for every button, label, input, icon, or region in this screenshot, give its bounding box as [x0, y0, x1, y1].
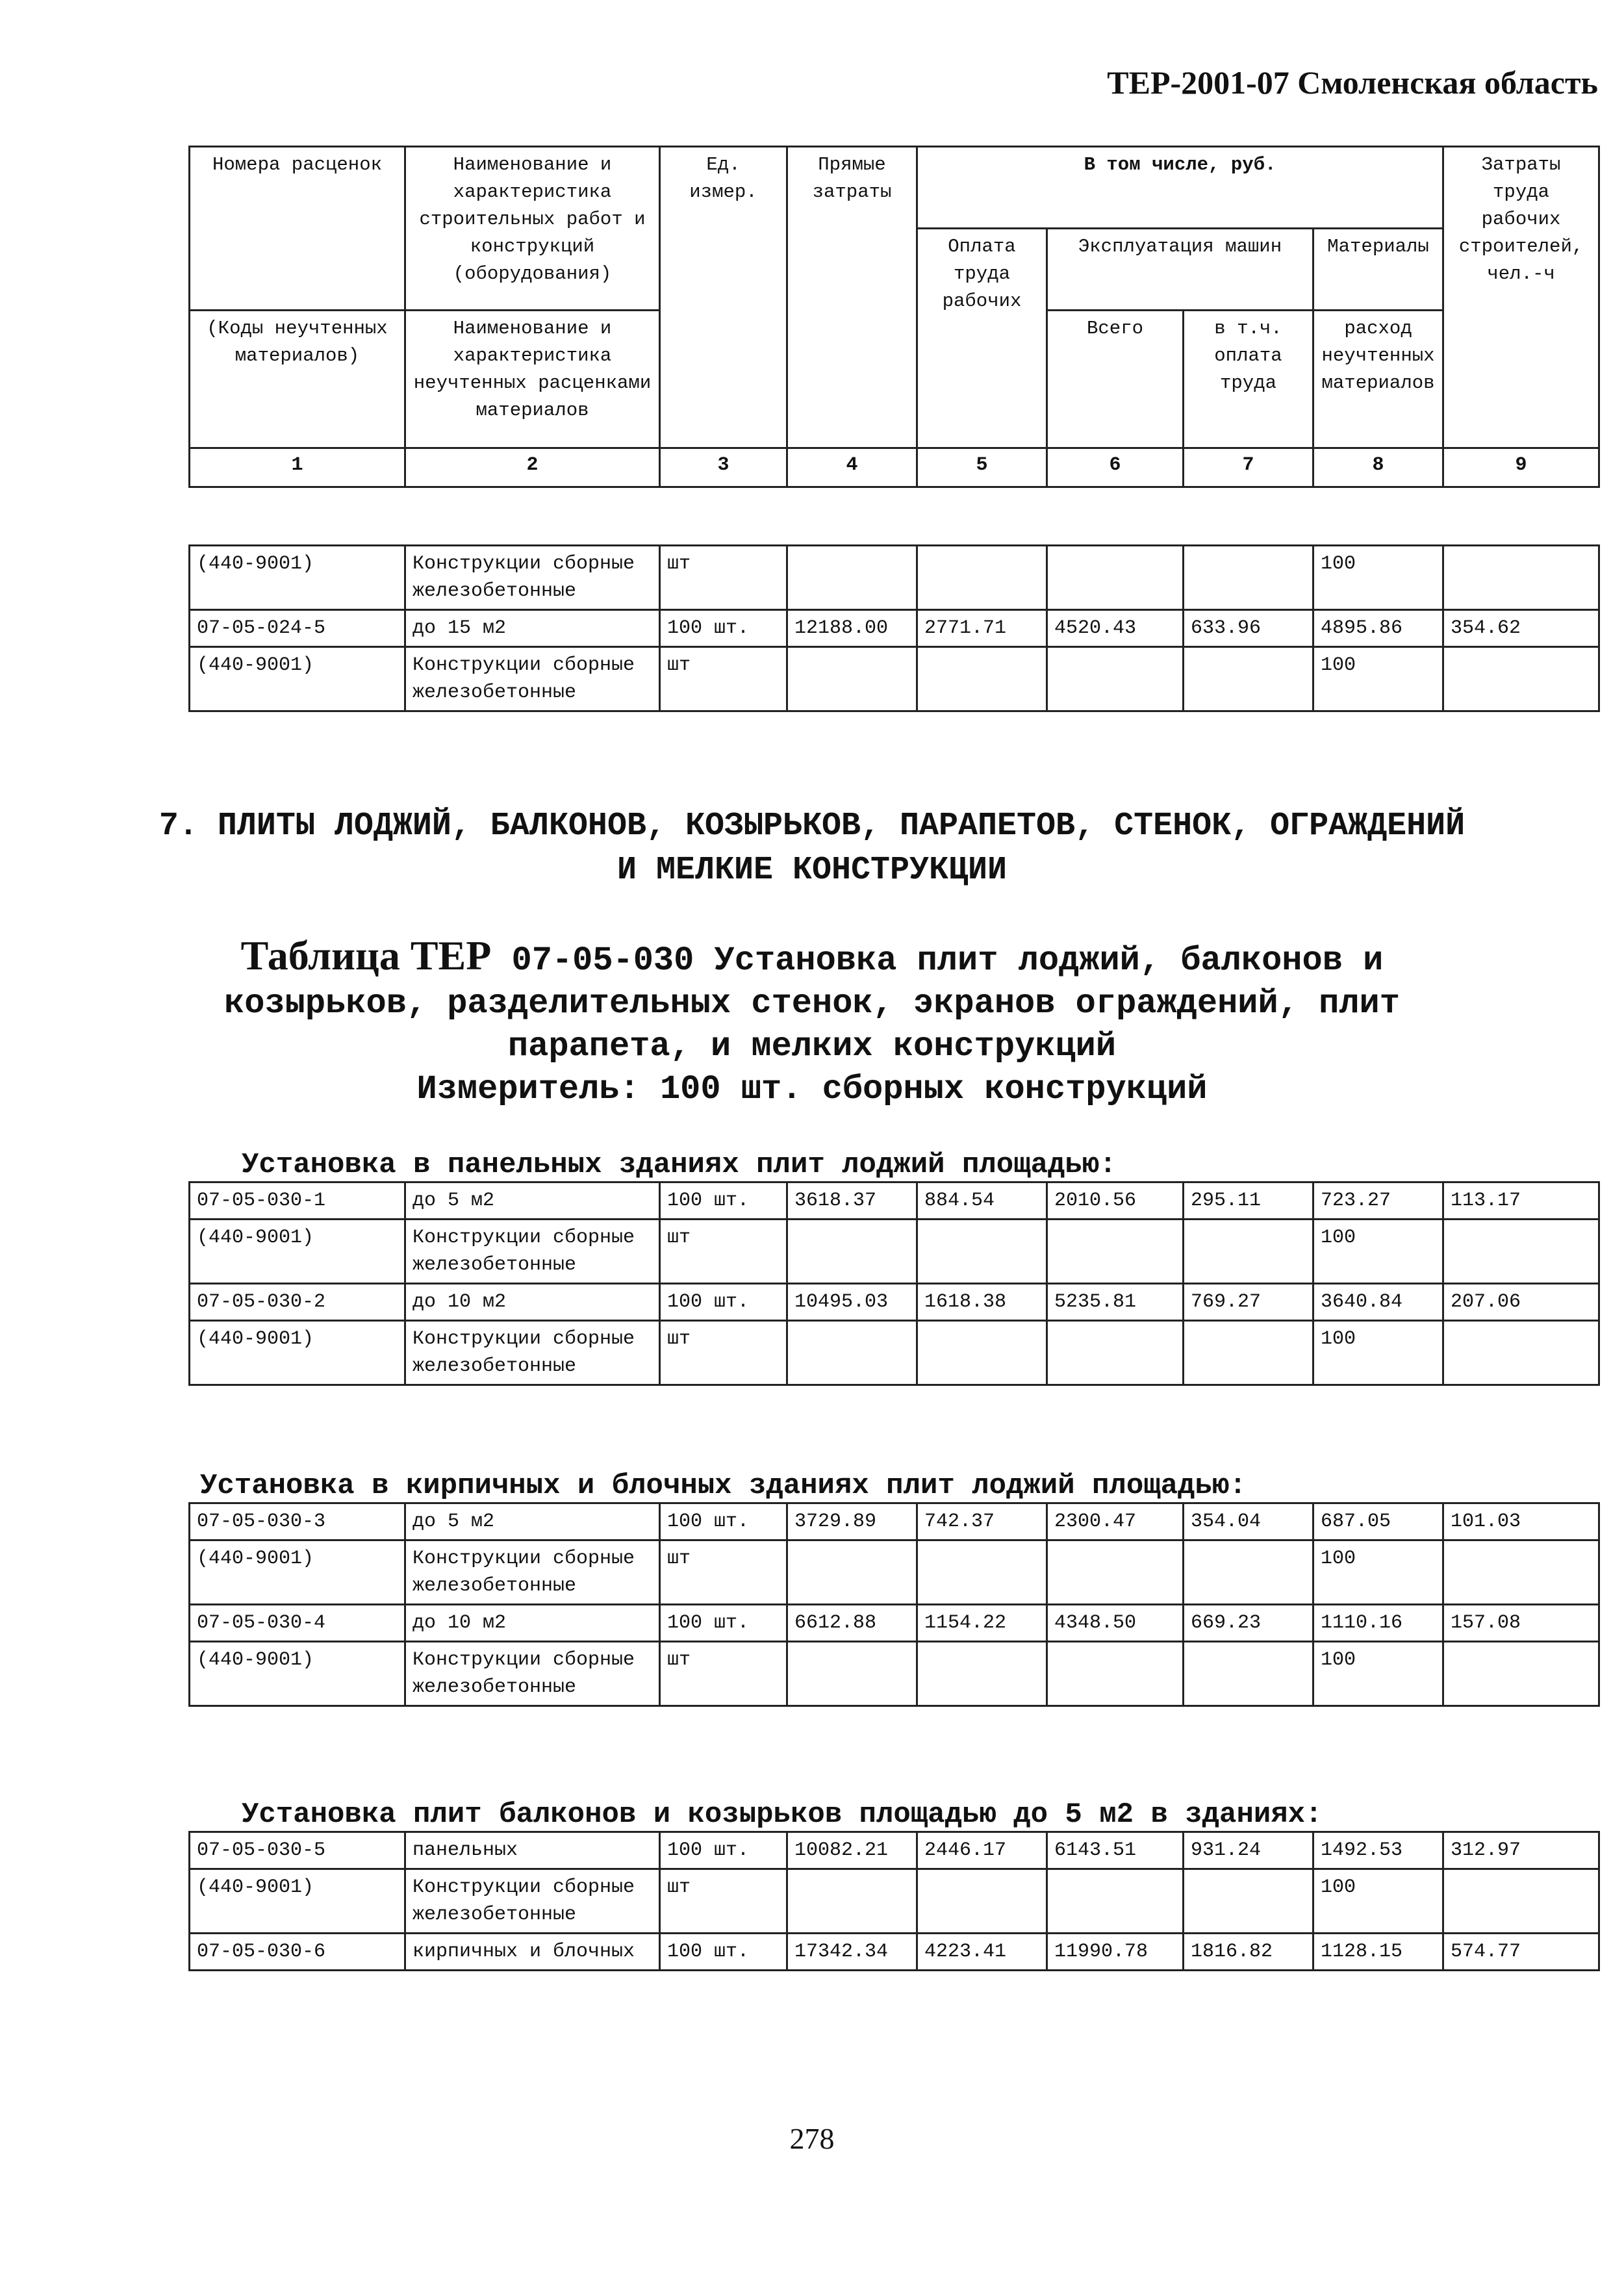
cell-wages — [917, 546, 1047, 610]
cell-labor — [1443, 1642, 1599, 1706]
cell-direct-costs: 17342.34 — [787, 1934, 917, 1971]
hdr-machines: Эксплуатация машин — [1047, 229, 1313, 311]
cell-unit: шт — [660, 647, 787, 711]
table-row — [190, 1605, 1599, 1642]
col-number: 7 — [1184, 448, 1313, 487]
cell-unit: 100 шт. — [660, 1182, 787, 1220]
cell-unit: 100 шт. — [660, 1503, 787, 1540]
cell-work-name: Конструкции сборные железобетонные — [405, 1642, 660, 1706]
cell-machines-total: 2300.47 — [1047, 1503, 1184, 1540]
cell-rate-code: (440-9001) — [190, 1220, 405, 1284]
cell-work-name: до 10 м2 — [405, 1605, 660, 1642]
hdr-machines-total: Всего — [1047, 311, 1184, 448]
cell-rate-code: 07-05-030-4 — [190, 1605, 405, 1642]
cell-unit: 100 шт. — [660, 610, 787, 647]
cell-machines-total — [1047, 1869, 1184, 1934]
cell-machines-wages — [1184, 1220, 1313, 1284]
col-number: 8 — [1313, 448, 1443, 487]
cell-wages — [917, 1869, 1047, 1934]
cell-direct-costs: 3618.37 — [787, 1182, 917, 1220]
table-row — [190, 1220, 1599, 1284]
cell-wages: 4223.41 — [917, 1934, 1047, 1971]
cell-work-name: Конструкции сборные железобетонные — [405, 1540, 660, 1605]
cell-machines-total: 11990.78 — [1047, 1934, 1184, 1971]
cell-work-name: до 5 м2 — [405, 1182, 660, 1220]
cell-direct-costs — [787, 1220, 917, 1284]
hdr-unaccounted-codes: (Коды неучтенных материалов) — [190, 311, 405, 448]
cell-materials: 3640.84 — [1313, 1284, 1443, 1321]
cell-machines-wages — [1184, 1642, 1313, 1706]
cell-direct-costs — [787, 1321, 917, 1385]
cell-machines-total — [1047, 1321, 1184, 1385]
section-title: 7. ПЛИТЫ ЛОДЖИЙ, БАЛКОНОВ, КОЗЫРЬКОВ, ПАРАПЕТОВ, СТЕНОК, ОГРАЖДЕНИЙ И МЕЛКИЕ КОНСТРУКЦИИ — [159, 808, 1465, 889]
col-number: 4 — [787, 448, 917, 487]
cell-machines-wages: 633.96 — [1184, 610, 1313, 647]
cell-unit: шт — [660, 1642, 787, 1706]
cell-labor: 312.97 — [1443, 1832, 1599, 1869]
col-number: 6 — [1047, 448, 1184, 487]
cell-work-name: Конструкции сборные железобетонные — [405, 1869, 660, 1934]
rates-table-group1 — [188, 1181, 1600, 1386]
cell-machines-total — [1047, 1540, 1184, 1605]
table-meter: Измеритель: 100 шт. сборных конструкций — [416, 1070, 1208, 1108]
cell-unit: шт — [660, 1220, 787, 1284]
cell-wages — [917, 1321, 1047, 1385]
table-title — [143, 934, 1481, 1111]
cell-work-name: до 10 м2 — [405, 1284, 660, 1321]
header-table — [188, 146, 1600, 488]
hdr-work-name: Наименование и характеристика строительных работ и конструкций (оборудования) — [405, 147, 660, 311]
cell-machines-total: 4520.43 — [1047, 610, 1184, 647]
cell-unit: шт — [660, 1869, 787, 1934]
table-row — [190, 1321, 1599, 1385]
cell-labor: 574.77 — [1443, 1934, 1599, 1971]
cell-machines-wages — [1184, 1869, 1313, 1934]
cell-machines-total: 6143.51 — [1047, 1832, 1184, 1869]
cell-direct-costs — [787, 1642, 917, 1706]
cell-wages — [917, 647, 1047, 711]
cell-rate-code: (440-9001) — [190, 1540, 405, 1605]
cell-labor — [1443, 1540, 1599, 1605]
cell-materials: 1492.53 — [1313, 1832, 1443, 1869]
cell-direct-costs: 3729.89 — [787, 1503, 917, 1540]
hdr-wages: Оплата труда рабочих — [917, 229, 1047, 448]
cell-machines-wages: 931.24 — [1184, 1832, 1313, 1869]
table-row — [190, 546, 1599, 610]
cell-machines-wages — [1184, 1321, 1313, 1385]
cell-work-name: Конструкции сборные железобетонные — [405, 1220, 660, 1284]
cell-wages: 1154.22 — [917, 1605, 1047, 1642]
rates-table-top — [188, 544, 1600, 712]
cell-work-name: кирпичных и блочных — [405, 1934, 660, 1971]
cell-wages: 2446.17 — [917, 1832, 1047, 1869]
group-heading: Установка плит балконов и козырьков площадью до 5 м2 в зданиях: — [242, 1798, 1323, 1831]
cell-machines-total — [1047, 1220, 1184, 1284]
hdr-incl-group: В том числе, руб. — [917, 147, 1443, 229]
cell-wages — [917, 1540, 1047, 1605]
cell-rate-code: 07-05-030-5 — [190, 1832, 405, 1869]
hdr-unit: Ед. измер. — [660, 147, 787, 448]
cell-materials: 100 — [1313, 546, 1443, 610]
col-number: 5 — [917, 448, 1047, 487]
cell-machines-wages — [1184, 1540, 1313, 1605]
cell-labor: 113.17 — [1443, 1182, 1599, 1220]
cell-work-name: до 15 м2 — [405, 610, 660, 647]
cell-direct-costs — [787, 1869, 917, 1934]
cell-labor — [1443, 1321, 1599, 1385]
cell-wages: 884.54 — [917, 1182, 1047, 1220]
rates-table-group3 — [188, 1831, 1600, 1971]
cell-materials: 1128.15 — [1313, 1934, 1443, 1971]
cell-rate-code: (440-9001) — [190, 647, 405, 711]
cell-machines-wages: 354.04 — [1184, 1503, 1313, 1540]
cell-wages — [917, 1642, 1047, 1706]
cell-unit: 100 шт. — [660, 1605, 787, 1642]
cell-wages: 2771.71 — [917, 610, 1047, 647]
cell-rate-code: (440-9001) — [190, 1321, 405, 1385]
col-number: 9 — [1443, 448, 1599, 487]
table-row — [190, 1869, 1599, 1934]
cell-direct-costs — [787, 546, 917, 610]
cell-rate-code: (440-9001) — [190, 546, 405, 610]
cell-wages: 742.37 — [917, 1503, 1047, 1540]
cell-unit: шт — [660, 1540, 787, 1605]
hdr-materials: Материалы — [1313, 229, 1443, 311]
hdr-rate-numbers: Номера расценок — [190, 147, 405, 311]
cell-unit: шт — [660, 546, 787, 610]
cell-machines-total — [1047, 1642, 1184, 1706]
cell-wages: 1618.38 — [917, 1284, 1047, 1321]
col-number: 1 — [190, 448, 405, 487]
table-title-prefix: Таблица ТЕР — [240, 932, 492, 978]
cell-labor — [1443, 1869, 1599, 1934]
cell-rate-code: 07-05-030-2 — [190, 1284, 405, 1321]
cell-work-name: панельных — [405, 1832, 660, 1869]
page-number: 278 — [789, 2122, 835, 2155]
table-row — [190, 1832, 1599, 1869]
cell-work-name: Конструкции сборные железобетонные — [405, 546, 660, 610]
cell-labor — [1443, 1220, 1599, 1284]
table-row — [190, 1284, 1599, 1321]
cell-direct-costs: 10495.03 — [787, 1284, 917, 1321]
table-row — [190, 647, 1599, 711]
cell-rate-code: (440-9001) — [190, 1642, 405, 1706]
cell-unit: 100 шт. — [660, 1934, 787, 1971]
cell-machines-wages: 295.11 — [1184, 1182, 1313, 1220]
cell-work-name: до 5 м2 — [405, 1503, 660, 1540]
cell-machines-wages: 769.27 — [1184, 1284, 1313, 1321]
table-row — [190, 1642, 1599, 1706]
cell-rate-code: 07-05-030-1 — [190, 1182, 405, 1220]
cell-rate-code: 07-05-024-5 — [190, 610, 405, 647]
cell-machines-wages: 1816.82 — [1184, 1934, 1313, 1971]
cell-labor — [1443, 546, 1599, 610]
table-row — [190, 610, 1599, 647]
cell-materials: 100 — [1313, 1869, 1443, 1934]
cell-rate-code: 07-05-030-3 — [190, 1503, 405, 1540]
cell-direct-costs: 6612.88 — [787, 1605, 917, 1642]
cell-direct-costs — [787, 647, 917, 711]
cell-work-name: Конструкции сборные железобетонные — [405, 1321, 660, 1385]
table-title-text: 07-05-030 Установка плит лоджий, балконов и козырьков, разделительных стенок, экранов ограждений, плит парапета, и мелких конструкций — [224, 941, 1400, 1066]
col-number: 2 — [405, 448, 660, 487]
cell-direct-costs: 10082.21 — [787, 1832, 917, 1869]
hdr-machines-wages: в т.ч. оплата труда — [1184, 311, 1313, 448]
cell-materials: 1110.16 — [1313, 1605, 1443, 1642]
cell-labor: 157.08 — [1443, 1605, 1599, 1642]
cell-materials: 100 — [1313, 1220, 1443, 1284]
cell-materials: 100 — [1313, 647, 1443, 711]
cell-wages — [917, 1220, 1047, 1284]
cell-machines-total — [1047, 647, 1184, 711]
group-heading: Установка в кирпичных и блочных зданиях плит лоджий площадью: — [200, 1470, 1247, 1502]
hdr-unaccounted-consumption: расход неучтенных материалов — [1313, 311, 1443, 448]
cell-materials: 723.27 — [1313, 1182, 1443, 1220]
cell-unit: 100 шт. — [660, 1284, 787, 1321]
cell-unit: шт — [660, 1321, 787, 1385]
table-row — [190, 1503, 1599, 1540]
hdr-labor: Затраты труда рабочих строителей, чел.-ч — [1443, 147, 1599, 448]
cell-machines-wages — [1184, 546, 1313, 610]
cell-unit: 100 шт. — [660, 1832, 787, 1869]
cell-materials: 100 — [1313, 1642, 1443, 1706]
cell-rate-code: (440-9001) — [190, 1869, 405, 1934]
col-number: 3 — [660, 448, 787, 487]
hdr-direct-costs: Прямые затраты — [787, 147, 917, 448]
table-row — [190, 1540, 1599, 1605]
hdr-unaccounted-names: Наименование и характеристика неучтенных расценками материалов — [405, 311, 660, 448]
cell-rate-code: 07-05-030-6 — [190, 1934, 405, 1971]
rates-table-group2 — [188, 1502, 1600, 1707]
cell-direct-costs — [787, 1540, 917, 1605]
cell-machines-total: 4348.50 — [1047, 1605, 1184, 1642]
cell-work-name: Конструкции сборные железобетонные — [405, 647, 660, 711]
cell-materials: 100 — [1313, 1321, 1443, 1385]
table-row — [190, 1934, 1599, 1971]
cell-labor: 354.62 — [1443, 610, 1599, 647]
cell-labor — [1443, 647, 1599, 711]
cell-direct-costs: 12188.00 — [787, 610, 917, 647]
cell-materials: 4895.86 — [1313, 610, 1443, 647]
cell-machines-wages: 669.23 — [1184, 1605, 1313, 1642]
cell-machines-wages — [1184, 647, 1313, 711]
running-head: ТЕР-2001-07 Смоленская область — [1107, 64, 1598, 101]
cell-labor: 101.03 — [1443, 1503, 1599, 1540]
cell-labor: 207.06 — [1443, 1284, 1599, 1321]
cell-machines-total — [1047, 546, 1184, 610]
table-row — [190, 1182, 1599, 1220]
cell-materials: 100 — [1313, 1540, 1443, 1605]
cell-machines-total: 5235.81 — [1047, 1284, 1184, 1321]
group-heading: Установка в панельных зданиях плит лоджий площадью: — [242, 1149, 1117, 1181]
cell-machines-total: 2010.56 — [1047, 1182, 1184, 1220]
cell-materials: 687.05 — [1313, 1503, 1443, 1540]
